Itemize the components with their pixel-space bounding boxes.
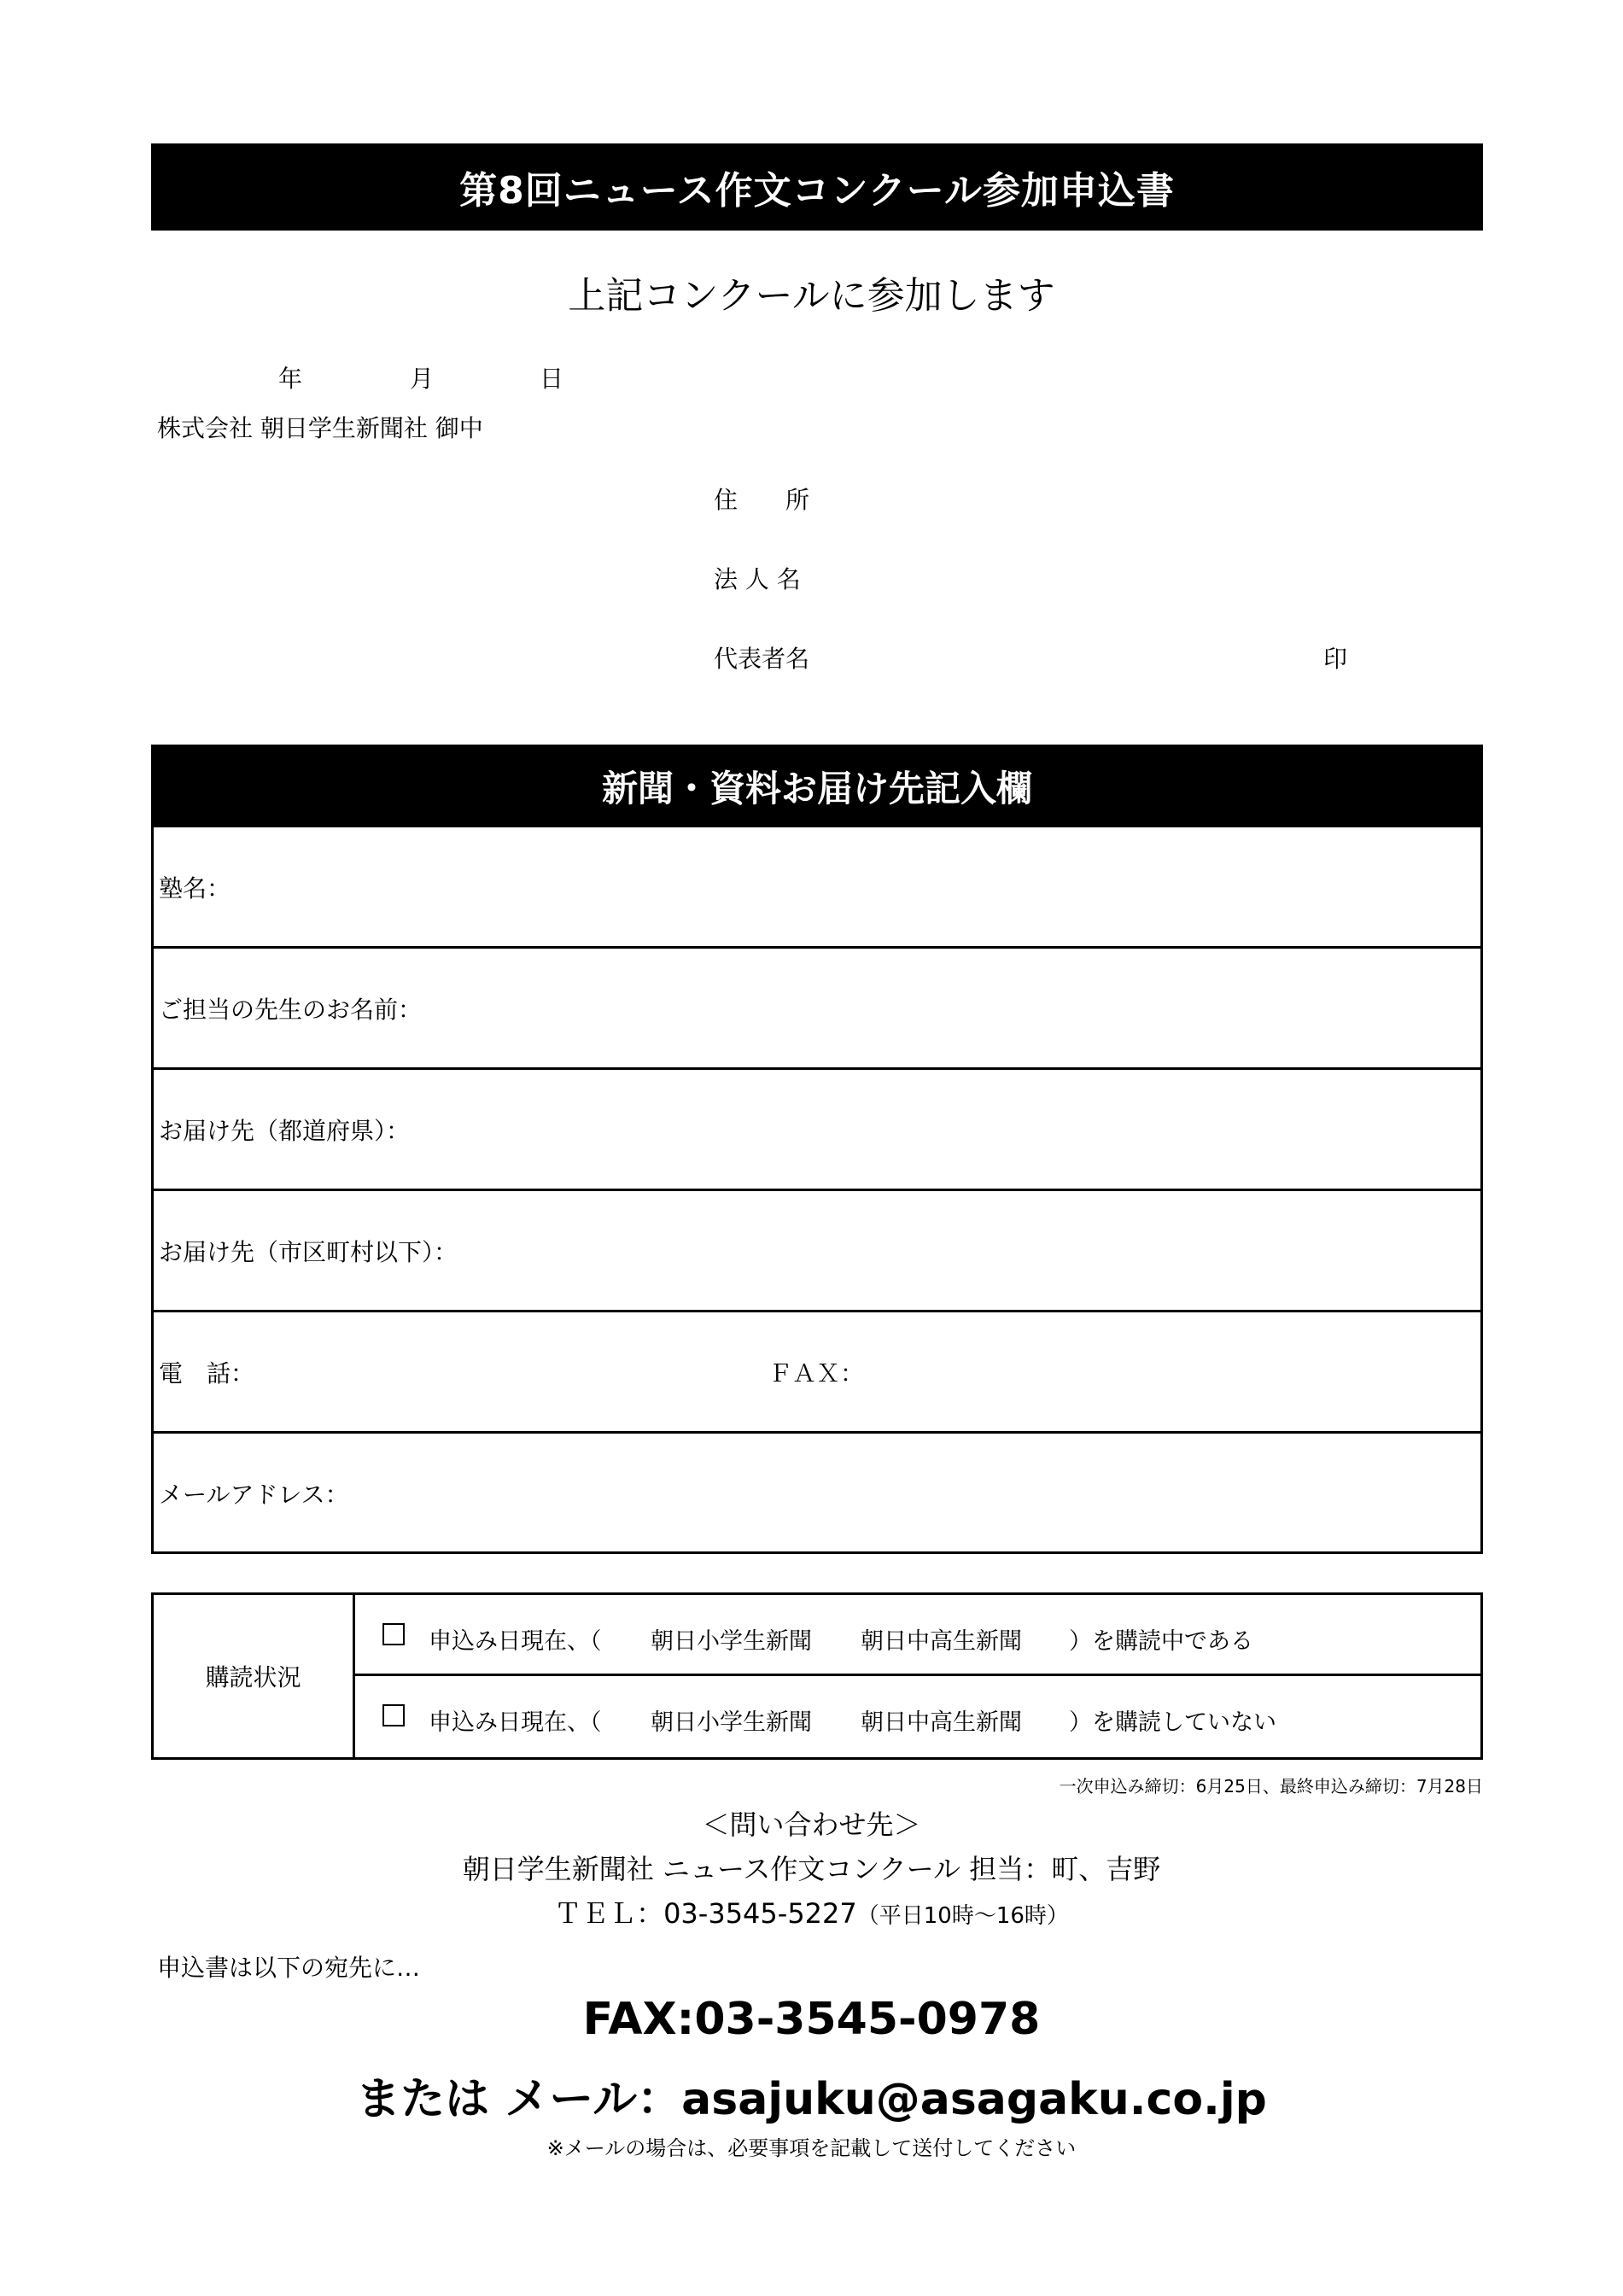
contact-tel-line <box>0 1892 1623 1931</box>
phone-label: 電 話： <box>159 1359 255 1388</box>
subscription-label: 購読状況 <box>154 1595 355 1757</box>
checkbox-icon[interactable] <box>382 1623 405 1645</box>
option-text-end: ）を購読していない <box>1069 1709 1276 1736</box>
form-subtitle: 上記コンクールに参加します <box>568 274 1055 318</box>
paper-junior-high: 朝日中高生新聞 <box>861 1709 1022 1736</box>
contact-org: 朝日学生新聞社 ニュース作文コンクール 担当：町、吉野 <box>462 1853 1161 1885</box>
representative-label: 代表者名 <box>714 645 810 673</box>
phone-fax-field[interactable] <box>154 1310 1480 1431</box>
paper-elementary: 朝日小学生新聞 <box>651 1709 812 1736</box>
school-field[interactable] <box>154 825 1480 946</box>
option-text: 申込み日現在、（ <box>429 1709 602 1736</box>
city-label: お届け先（市区町村以下）： <box>159 1238 458 1266</box>
fax-number: FAX:03-3545-0978 <box>582 1994 1041 2045</box>
city-field[interactable] <box>154 1189 1480 1310</box>
address-label: 住 所 <box>714 486 810 514</box>
date-year-label: 年 <box>278 365 303 393</box>
subscription-option-not-subscribed[interactable] <box>355 1676 1480 1757</box>
school-label: 塾名： <box>159 874 231 903</box>
recipient: 株式会社 朝日学生新聞社 御中 <box>157 414 483 442</box>
date-day-label: 日 <box>540 365 564 393</box>
delivery-section <box>151 745 1483 1554</box>
subscription-option-subscribed[interactable] <box>355 1595 1480 1676</box>
prefecture-label: お届け先（都道府県）： <box>159 1117 411 1145</box>
paper-junior-high: 朝日中高生新聞 <box>861 1628 1022 1655</box>
paper-elementary: 朝日小学生新聞 <box>651 1628 812 1655</box>
contact-tel: ＴＥＬ：03-3545-5227 <box>554 1897 857 1930</box>
fax-label: ＦＡＸ： <box>768 1359 865 1388</box>
email-note: ※メールの場合は、必要事項を記載して送付してください <box>546 2136 1077 2160</box>
option-text: 申込み日現在、（ <box>429 1628 602 1655</box>
teacher-label: ご担当の先生のお名前： <box>159 996 423 1024</box>
contact-hours: （平日10時～16時） <box>856 1903 1069 1929</box>
checkbox-icon[interactable] <box>382 1704 405 1726</box>
send-to-label: 申込書は以下の宛先に… <box>157 1954 421 1982</box>
seal-label: 印 <box>1323 645 1348 673</box>
form-title: 第8回ニュース作文コンクール参加申込書 <box>151 143 1483 231</box>
date-month-label: 月 <box>410 365 435 393</box>
contact-heading: ＜問い合わせ先＞ <box>702 1808 921 1841</box>
option-text-end: ）を購読中である <box>1069 1628 1253 1655</box>
email-address[interactable]: または メール：asajuku@asagaku.co.jp <box>356 2074 1267 2125</box>
subscription-section <box>151 1592 1483 1760</box>
teacher-field[interactable] <box>154 946 1480 1067</box>
delivery-heading: 新聞・資料お届け先記入欄 <box>154 747 1480 825</box>
email-field[interactable] <box>154 1431 1480 1552</box>
deadline-note: 一次申込み締切：6月25日、最終申込み締切：7月28日 <box>1059 1776 1483 1796</box>
corporation-label: 法 人 名 <box>714 565 801 593</box>
email-label: メールアドレス： <box>159 1481 349 1509</box>
prefecture-field[interactable] <box>154 1067 1480 1189</box>
